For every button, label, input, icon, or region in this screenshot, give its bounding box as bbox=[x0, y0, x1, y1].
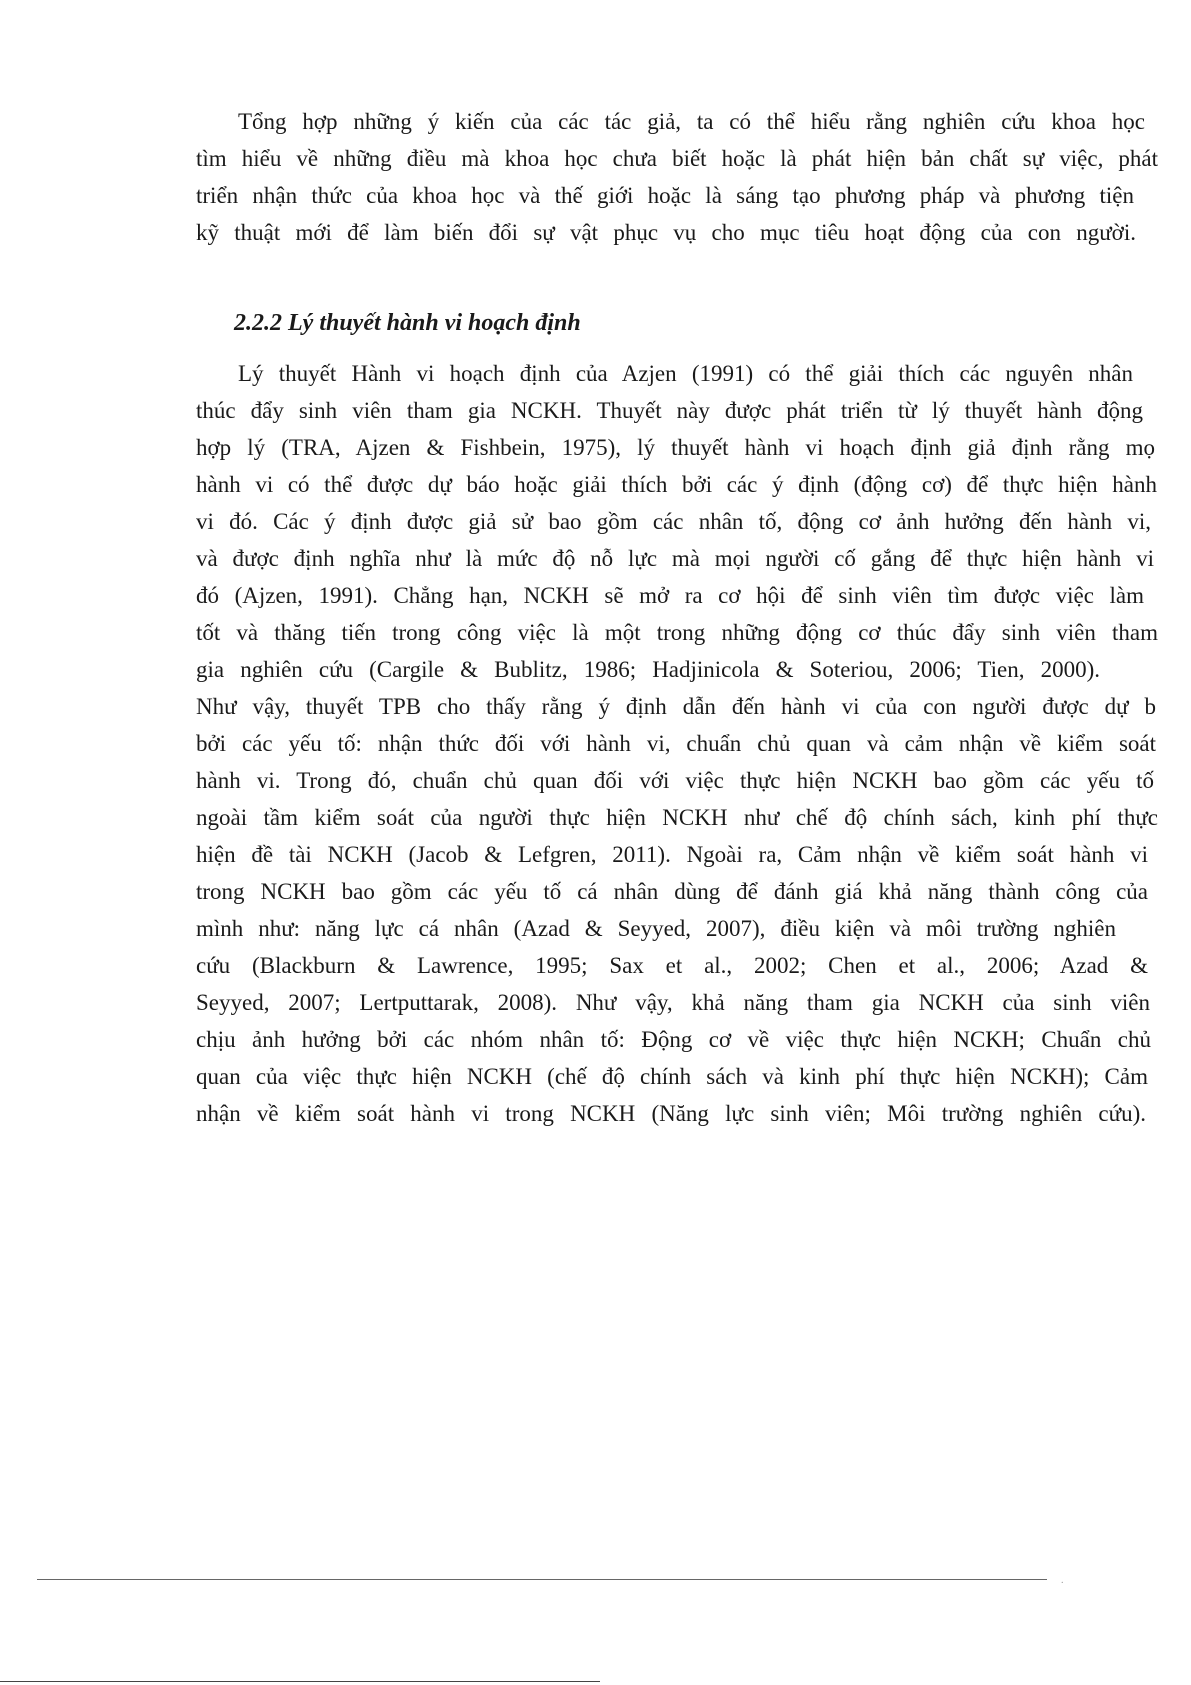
section-heading: 2.2.2 Lý thuyết hành vi hoạch định bbox=[234, 310, 581, 336]
text-line: Lý thuyết Hành vi hoạch định của Azjen (1991) có thể giải thích các nguyên nhân bbox=[238, 361, 1133, 386]
text-line: tìm hiểu về những điều mà khoa học chưa biết hoặc là phát hiện bản chất sự việc, phát bbox=[196, 146, 1158, 171]
text-line: tốt và thăng tiến trong công việc là một trong những động cơ thúc đẩy sinh viên tham bbox=[196, 620, 1158, 645]
text-line: và được định nghĩa như là mức độ nỗ lực mà mọi người cố gắng để thực hiện hành vi bbox=[196, 546, 1154, 571]
footer-divider bbox=[37, 1579, 1047, 1580]
footer-divider-mark: . bbox=[1061, 1575, 1064, 1586]
text-line: hợp lý (TRA, Ajzen & Fishbein, 1975), lý thuyết hành vi hoạch định giả định rằng mọ bbox=[196, 435, 1155, 460]
text-line: đó (Ajzen, 1991). Chẳng hạn, NCKH sẽ mở ra cơ hội để sinh viên tìm được việc làm bbox=[196, 583, 1144, 608]
text-line: hành vi có thể được dự báo hoặc giải thích bởi các ý định (động cơ) để thực hiện hành bbox=[196, 472, 1157, 497]
text-line: chịu ảnh hưởng bởi các nhóm nhân tố: Động cơ về việc thực hiện NCKH; Chuẩn chủ bbox=[196, 1027, 1151, 1052]
text-line: trong NCKH bao gồm các yếu tố cá nhân dùng để đánh giá khả năng thành công của bbox=[196, 879, 1148, 904]
text-line: nhận về kiểm soát hành vi trong NCKH (Năng lực sinh viên; Môi trường nghiên cứu). bbox=[196, 1101, 1146, 1126]
text-line: gia nghiên cứu (Cargile & Bublitz, 1986; Hadjinicola & Soteriou, 2006; Tien, 2000). bbox=[196, 657, 1100, 682]
text-line: cứu (Blackburn & Lawrence, 1995; Sax et al., 2002; Chen et al., 2006; Azad & bbox=[196, 953, 1148, 978]
text-line: hành vi. Trong đó, chuẩn chủ quan đối với việc thực hiện NCKH bao gồm các yếu tố bbox=[196, 768, 1154, 793]
text-line: quan của việc thực hiện NCKH (chế độ chính sách và kinh phí thực hiện NCKH); Cảm bbox=[196, 1064, 1148, 1089]
page-bottom-line bbox=[0, 1681, 600, 1682]
text-line: Seyyed, 2007; Lertputtarak, 2008). Như vậy, khả năng tham gia NCKH của sinh viên bbox=[196, 990, 1150, 1015]
text-line: triển nhận thức của khoa học và thế giới hoặc là sáng tạo phương pháp và phương tiện bbox=[196, 183, 1134, 208]
text-line: mình như: năng lực cá nhân (Azad & Seyyed, 2007), điều kiện và môi trường nghiên bbox=[196, 916, 1116, 941]
text-line: Như vậy, thuyết TPB cho thấy rằng ý định dẫn đến hành vi của con người được dự b bbox=[196, 694, 1156, 719]
text-line: vi đó. Các ý định được giả sử bao gồm các nhân tố, động cơ ảnh hưởng đến hành vi, bbox=[196, 509, 1151, 534]
text-line: kỹ thuật mới để làm biến đổi sự vật phục vụ cho mục tiêu hoạt động của con người. bbox=[196, 220, 1136, 245]
text-line: hiện đề tài NCKH (Jacob & Lefgren, 2011). Ngoài ra, Cảm nhận về kiểm soát hành vi bbox=[196, 842, 1148, 867]
text-line: Tổng hợp những ý kiến của các tác giả, ta có thể hiểu rằng nghiên cứu khoa học bbox=[238, 109, 1145, 134]
text-line: ngoài tầm kiểm soát của người thực hiện NCKH như chế độ chính sách, kinh phí thực bbox=[196, 805, 1158, 830]
text-line: thúc đẩy sinh viên tham gia NCKH. Thuyết này được phát triển từ lý thuyết hành động bbox=[196, 398, 1143, 423]
text-line: bởi các yếu tố: nhận thức đối với hành vi, chuẩn chủ quan và cảm nhận về kiểm soát bbox=[196, 731, 1156, 756]
